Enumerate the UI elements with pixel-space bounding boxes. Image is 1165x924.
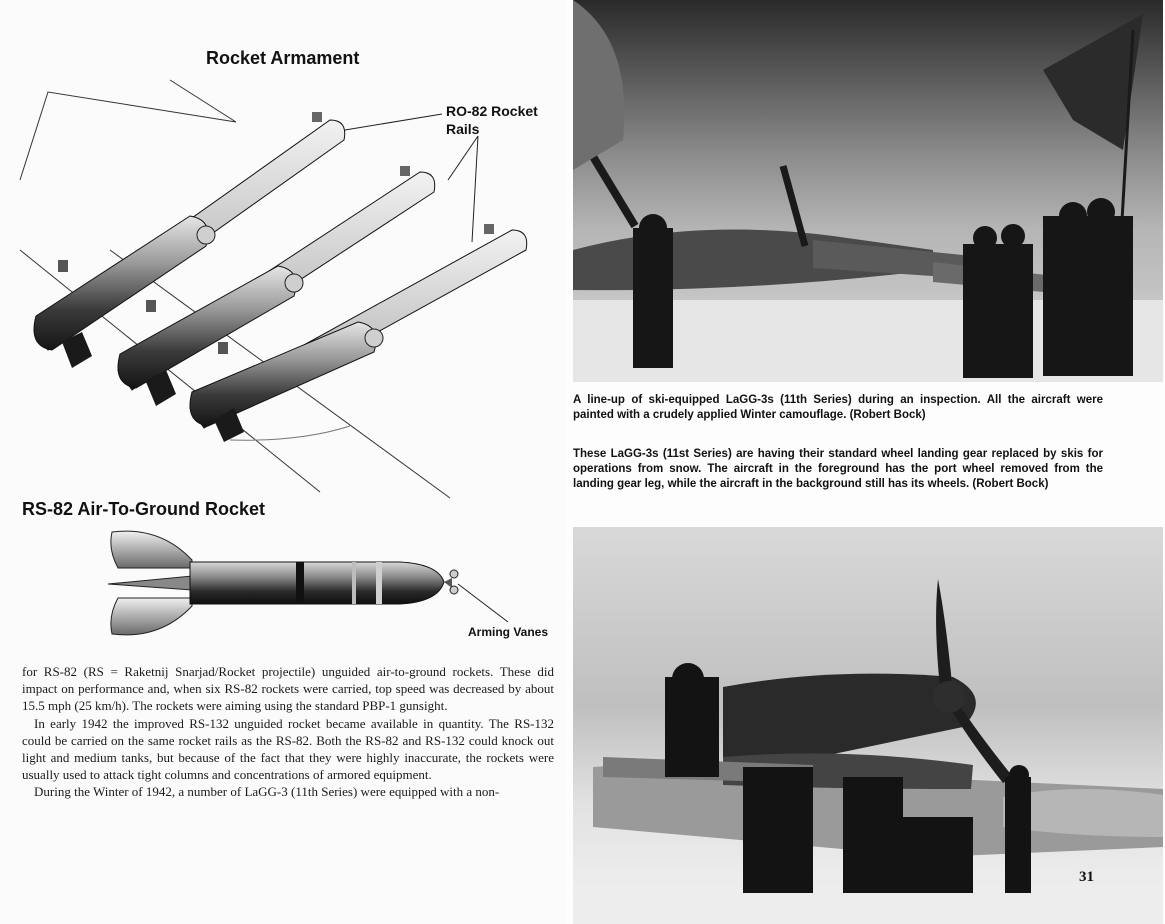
rocket-rails-label [446,102,538,138]
rs82-title: RS-82 Air-To-Ground Rocket [22,499,266,519]
body-paragraph-1: for RS-82 (RS = Raketnij Snarjad/Rocket projectile) unguided air-to-ground rockets. These did impact on performance and, when six RS-82 rockets were carried, top speed was decreased by about 15.5 mph (25 km/h). The rockets were aiming using the standard PBP-1 gunsight. [22,664,554,714]
body-paragraph-3: During the Winter of 1942, a number of LaGG-3 (11th Series) were equipped with a non- [34,784,500,800]
rocket-rails-label-line1: RO-82 Rocket [446,103,538,119]
photo-aircraft-lineup [573,0,1163,382]
photo-landing-gear-change [573,527,1163,924]
caption-bottom: These LaGG-3s (11st Series) are having their standard wheel landing gear replaced by skis for operations from snow. The aircraft in the foreground has the port wheel removed from the landing gear leg, while the aircraft in the background still has its wheels. (Robert Bock) [573,448,1103,490]
rocket-rail-3 [190,224,527,442]
rocket-armament-title: Rocket Armament [206,48,360,68]
arming-vanes-label: Arming Vanes [468,625,549,639]
page-number: 31 [1079,869,1094,885]
rocket-rails-label-line2: Rails [446,121,480,137]
caption-top: A line-up of ski-equipped LaGG-3s (11th Series) during an inspection. All the aircraft were painted with a crudely applied Winter camouflage. (Robert Bock) [573,394,1103,421]
body-paragraph-2: In early 1942 the improved RS-132 unguided rocket became available in quantity. The RS-132 could be carried on the same rocket rails as the RS-82. Both the RS-82 and RS-132 could knock out light and medium tanks, but because of the fact that they were highly inaccurate, the rockets were usually used to attack tight columns and concentrations of armored equipment. [22,715,554,783]
body-text [22,663,554,801]
rs82-rocket-illustration [100,524,520,642]
